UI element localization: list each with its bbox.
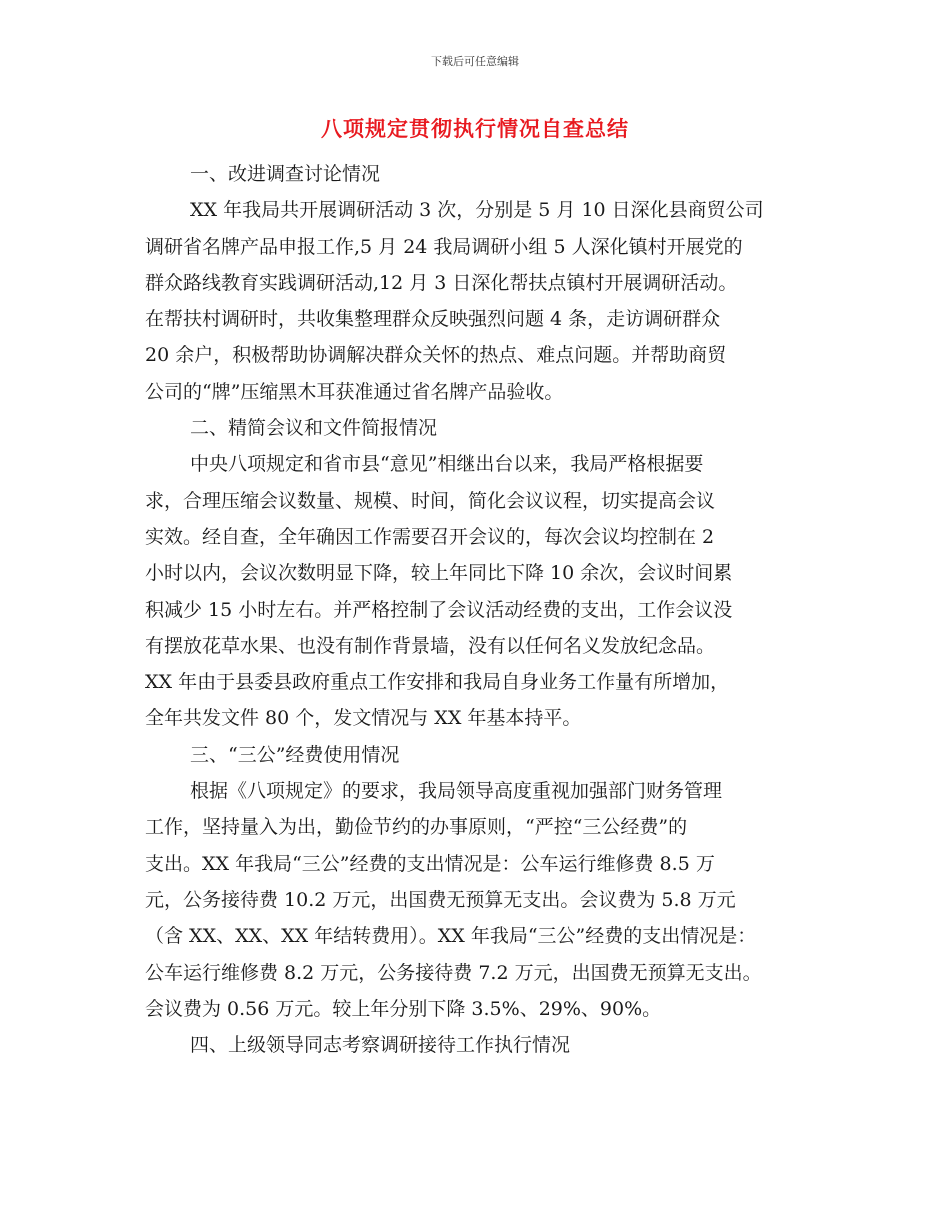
text-line: XX 年由于县委县政府重点工作安排和我局自身业务工作量有所增加， <box>145 671 730 694</box>
text-line: 工作，坚持量入为出，勤俭节约的办事原则，“严控“三公经费”的 <box>145 816 688 839</box>
text-line: 会议费为 0.56 万元。较上年分别下降 3.5%、29%、90%。 <box>145 997 662 1020</box>
document-title: 八项规定贯彻执行情况自查总结 <box>321 117 629 141</box>
page-header-note: 下载后可任意编辑 <box>431 55 519 68</box>
text-line: 实效。经自查，全年确因工作需要召开会议的，每次会议均控制在 2 <box>145 525 715 548</box>
text-line: 一、改进调查讨论情况 <box>190 163 381 185</box>
text-line: 中央八项规定和省市县“意见”相继出台以来，我局严格根据要 <box>190 453 704 476</box>
text-line: 根据《八项规定》的要求，我局领导高度重视加强部门财务管理 <box>190 780 723 803</box>
text-line: 全年共发文件 80 个，发文情况与 XX 年基本持平。 <box>145 707 582 730</box>
text-line: 求，合理压缩会议数量、规模、时间，简化会议议程，切实提高会议 <box>145 489 716 512</box>
text-line: 有摆放花草水果、也没有制作背景墙，没有以任何名义发放纪念品。 <box>145 634 716 657</box>
text-line: 公司的“牌”压缩黑木耳获准通过省名牌产品验收。 <box>145 380 564 403</box>
text-line: XX 年我局共开展调研活动 3 次，分别是 5 月 10 日深化县商贸公司 <box>190 199 764 222</box>
text-line: 公车运行维修费 8.2 万元，公务接待费 7.2 万元，出国费无预算无支出。 <box>145 961 762 984</box>
text-line: （含 XX、XX、XX 年结转费用）。XX 年我局“三公”经费的支出情况是： <box>145 925 757 948</box>
text-line: 群众路线教育实践调研活动,12 月 3 日深化帮扶点镇村开展调研活动。 <box>145 271 738 294</box>
text-line: 二、精简会议和文件简报情况 <box>190 417 438 440</box>
document-body <box>145 156 825 1063</box>
text-line: 积减少 15 小时左右。并严格控制了会议活动经费的支出，工作会议没 <box>145 598 733 621</box>
text-line: 支出。XX 年我局“三公”经费的支出情况是：公车运行维修费 8.5 万 <box>145 852 715 875</box>
text-line: 小时以内，会议次数明显下降，较上年同比下降 10 余次，会议时间累 <box>145 562 733 585</box>
text-line: 20 余户，积极帮助协调解决群众关怀的热点、难点问题。并帮助商贸 <box>145 344 727 367</box>
text-line: 在帮扶村调研时，共收集整理群众反映强烈问题 4 条，走访调研群众 <box>145 308 721 331</box>
text-line: 调研省名牌产品申报工作,5 月 24 我局调研小组 5 人深化镇村开展党的 <box>145 235 743 258</box>
text-line: 元，公务接待费 10.2 万元，出国费无预算无支出。会议费为 5.8 万元 <box>145 888 736 911</box>
text-line: 四、上级领导同志考察调研接待工作执行情况 <box>190 1034 571 1057</box>
text-line: 三、“三公”经费使用情况 <box>190 743 400 766</box>
